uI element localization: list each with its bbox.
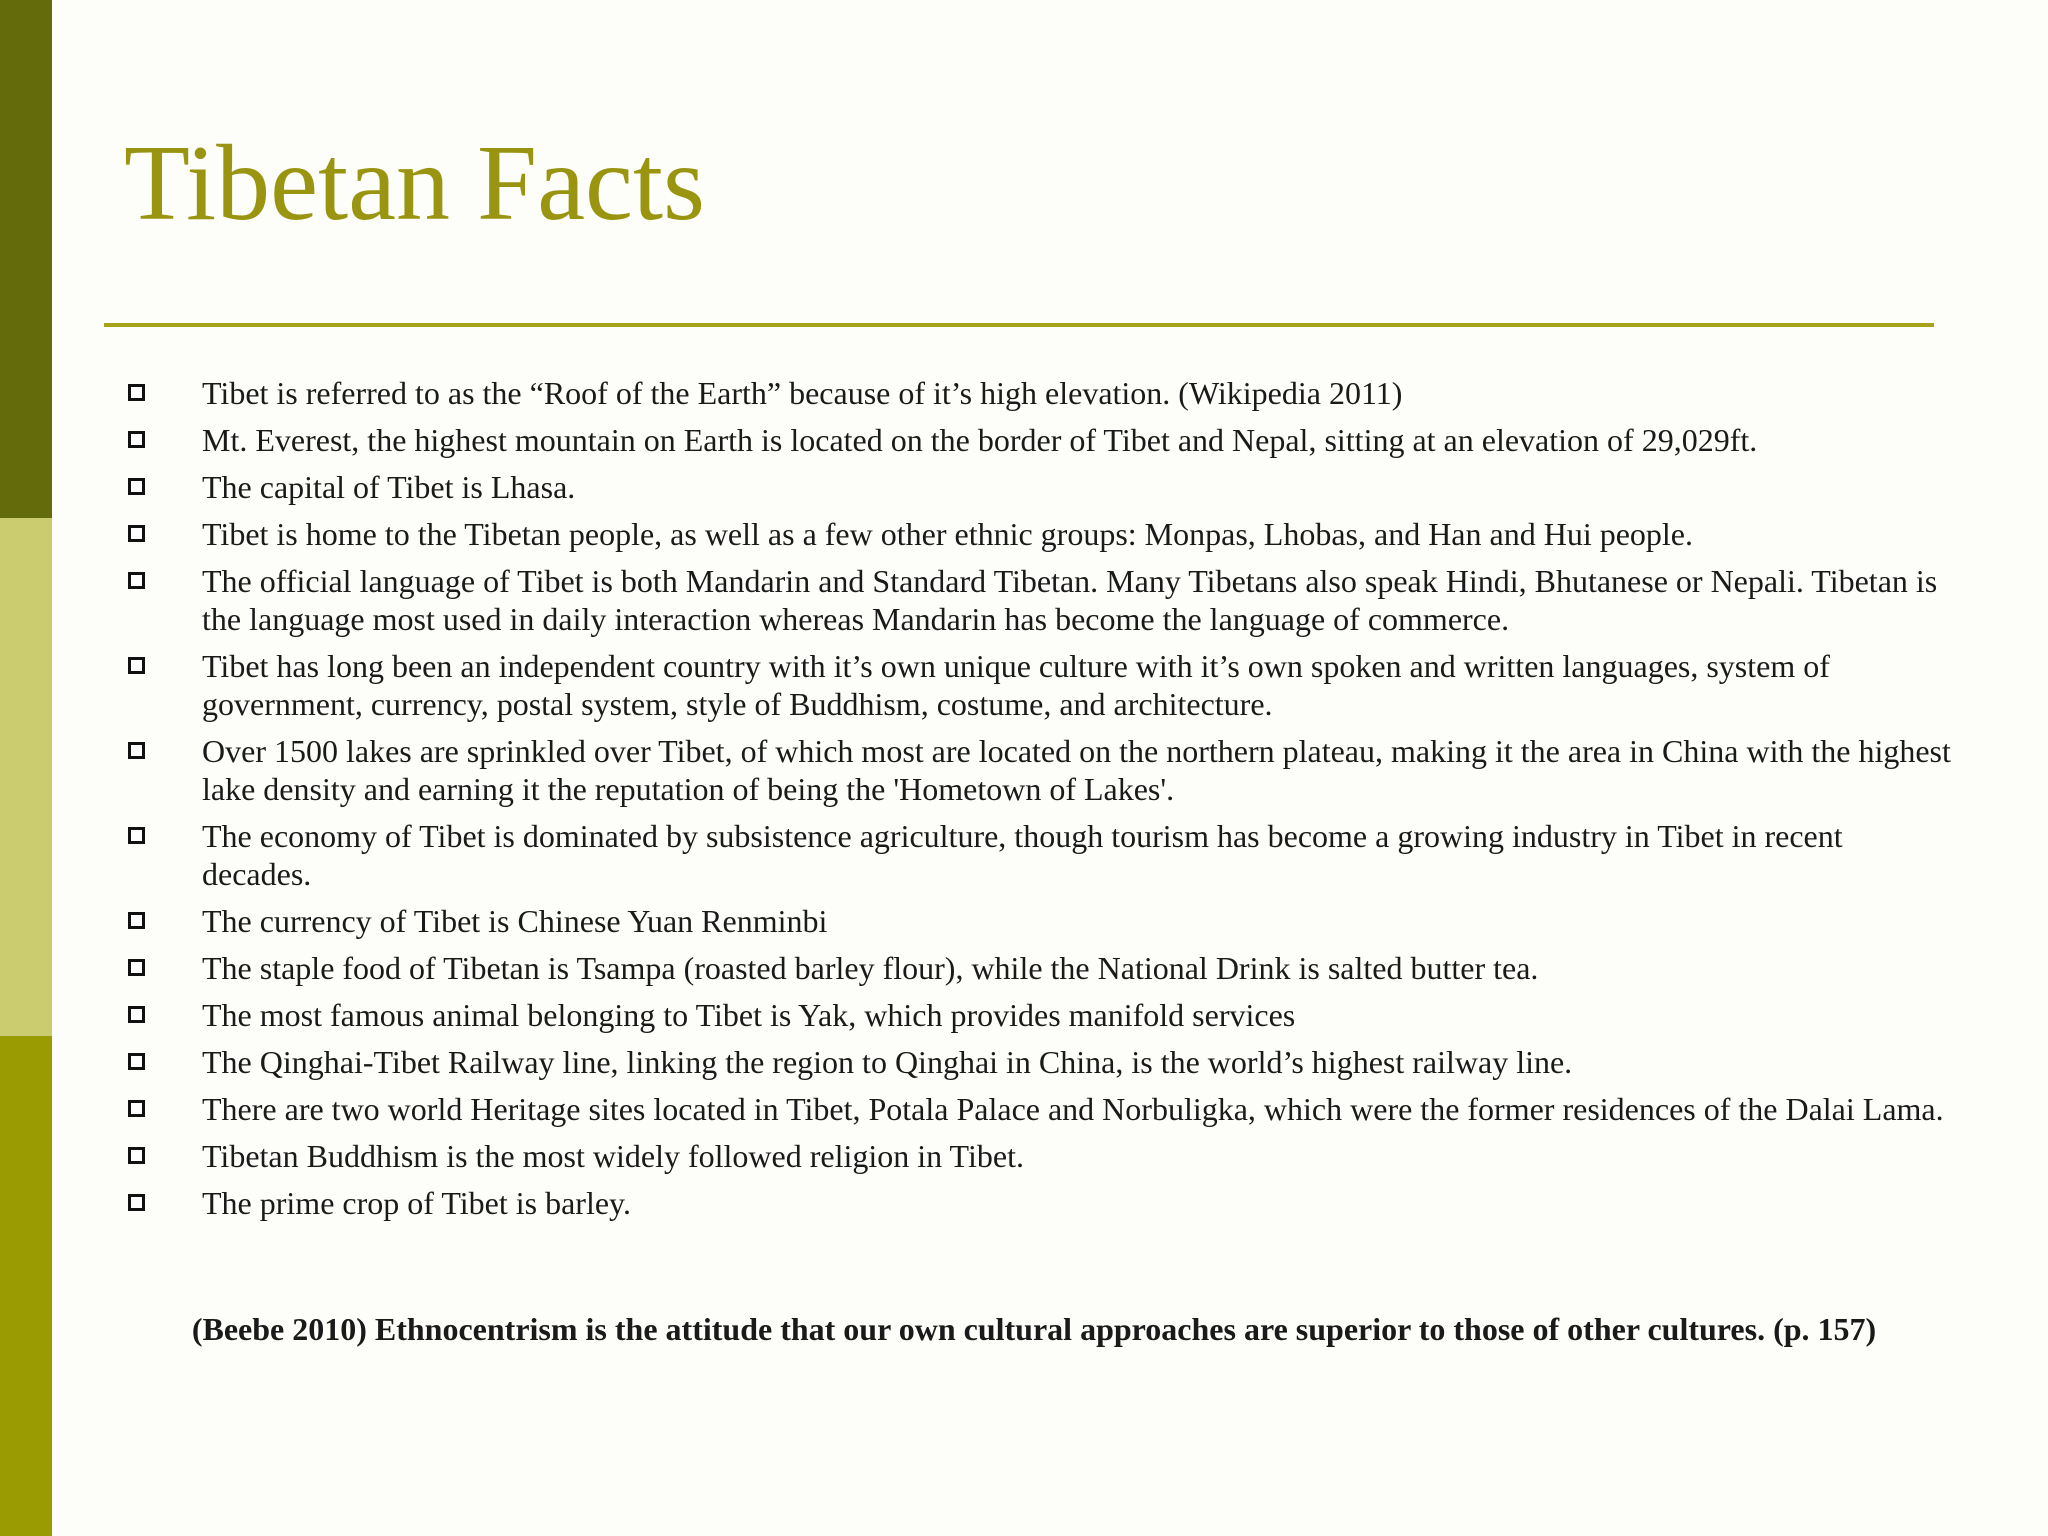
square-bullet-icon [128, 1147, 145, 1164]
fact-text: The official language of Tibet is both Mandarin and Standard Tibetan. Many Tibetans also speak Hindi, Bhutanese or Nepali. Tibetan is the language most used in daily interaction whereas Mandarin has become the language of commerce. [202, 563, 1938, 637]
square-bullet-icon [128, 525, 145, 542]
fact-text: Tibet is home to the Tibetan people, as well as a few other ethnic groups: Monpas, Lhobas, and Han and Hui people. [202, 516, 1693, 552]
square-bullet-icon [128, 742, 145, 759]
square-bullet-icon [128, 657, 145, 674]
list-item [124, 1184, 1954, 1222]
list-item [124, 732, 1954, 808]
list-item [124, 468, 1954, 506]
sidebar-segment-light [0, 518, 52, 1036]
square-bullet-icon [128, 572, 145, 589]
fact-text: The currency of Tibet is Chinese Yuan Renminbi [202, 903, 828, 939]
square-bullet-icon [128, 1100, 145, 1117]
list-item [124, 1137, 1954, 1175]
fact-text: There are two world Heritage sites located in Tibet, Potala Palace and Norbuligka, which were the former residences of the Dalai Lama. [202, 1091, 1944, 1127]
square-bullet-icon [128, 827, 145, 844]
list-item [124, 515, 1954, 553]
square-bullet-icon [128, 1006, 145, 1023]
sidebar-accent [0, 0, 52, 1536]
square-bullet-icon [128, 959, 145, 976]
fact-text: The staple food of Tibetan is Tsampa (roasted barley flour), while the National Drink is salted butter tea. [202, 950, 1539, 986]
list-item [124, 902, 1954, 940]
slide-title: Tibetan Facts [124, 124, 706, 243]
sidebar-segment-mid [0, 1036, 52, 1536]
list-item [124, 817, 1954, 893]
list-item [124, 1043, 1954, 1081]
fact-text: The economy of Tibet is dominated by subsistence agriculture, though tourism has become a growing industry in Tibet in recent decades. [202, 818, 1843, 892]
sidebar-segment-dark [0, 0, 52, 518]
list-item [124, 562, 1954, 638]
square-bullet-icon [128, 384, 145, 401]
list-item [124, 949, 1954, 987]
square-bullet-icon [128, 912, 145, 929]
fact-text: Mt. Everest, the highest mountain on Earth is located on the border of Tibet and Nepal, sitting at an elevation of 29,029ft. [202, 422, 1758, 458]
citation-quote: (Beebe 2010) Ethnocentrism is the attitude that our own cultural approaches are superior to those of other cultures. (p. 157) [191, 1311, 1877, 1347]
square-bullet-icon [128, 478, 145, 495]
square-bullet-icon [128, 431, 145, 448]
list-item [124, 1090, 1954, 1128]
fact-text: Tibetan Buddhism is the most widely followed religion in Tibet. [202, 1138, 1024, 1174]
fact-text: The capital of Tibet is Lhasa. [202, 469, 576, 505]
list-item [124, 374, 1954, 412]
fact-text: Tibet has long been an independent country with it’s own unique culture with it’s own spoken and written languages, system of government, currency, postal system, style of Buddhism, costume, and architecture. [202, 648, 1830, 722]
fact-text: Tibet is referred to as the “Roof of the Earth” because of it’s high elevation. (Wikipedia 2011) [202, 375, 1403, 411]
square-bullet-icon [128, 1194, 145, 1211]
title-divider [104, 323, 1934, 327]
list-item [124, 647, 1954, 723]
fact-text: The prime crop of Tibet is barley. [202, 1185, 631, 1221]
fact-text: The Qinghai-Tibet Railway line, linking the region to Qinghai in China, is the world’s highest railway line. [202, 1044, 1573, 1080]
list-item [124, 421, 1954, 459]
list-item [124, 996, 1954, 1034]
fact-text: The most famous animal belonging to Tibet is Yak, which provides manifold services [202, 997, 1296, 1033]
fact-text: Over 1500 lakes are sprinkled over Tibet, of which most are located on the northern plateau, making it the area in China with the highest lake density and earning it the reputation of being the 'Hometown of Lakes'. [202, 733, 1951, 807]
facts-list [124, 374, 1954, 1231]
square-bullet-icon [128, 1053, 145, 1070]
